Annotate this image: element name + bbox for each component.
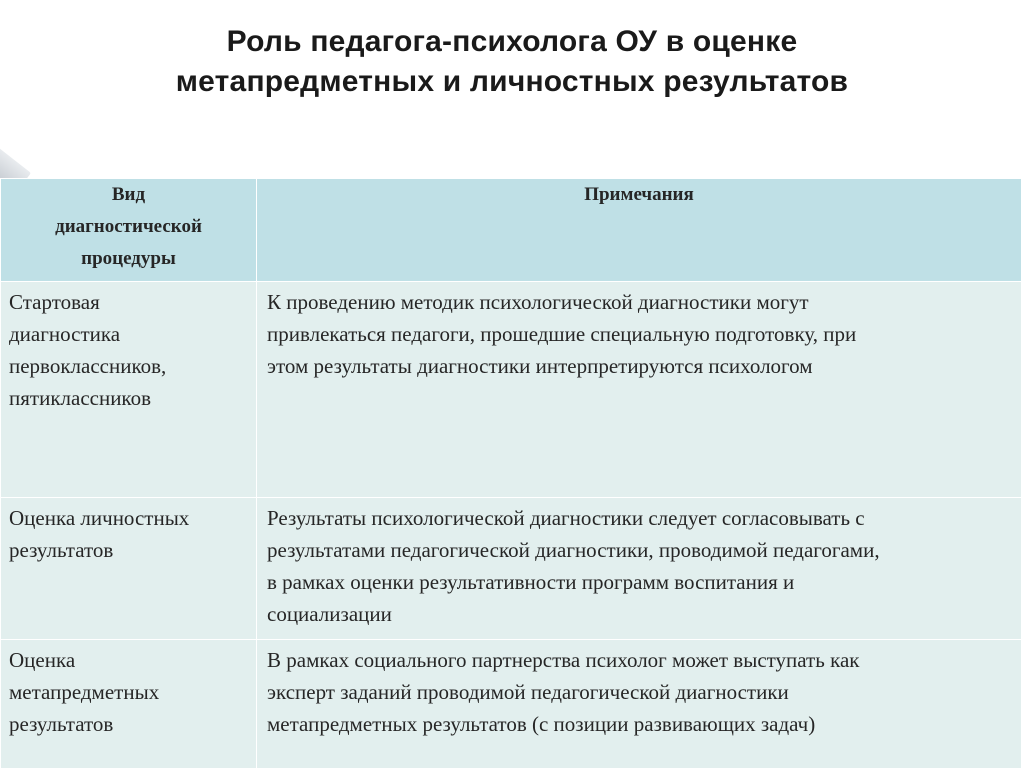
procedure-type-cell — [1, 640, 257, 769]
table-header-row — [1, 179, 1022, 282]
procedure-type-line: Стартовая — [9, 290, 100, 314]
note-cell — [257, 640, 1022, 769]
column-header-procedure-type — [1, 179, 257, 282]
note-line: привлекаться педагоги, прошедшие специальную подготовку, при — [267, 322, 857, 346]
procedure-type-line: первоклассников, — [9, 354, 167, 378]
slide-title-line-1: Роль педагога-психолога ОУ в оценке — [226, 25, 798, 58]
table-row — [1, 640, 1022, 769]
column-header-procedure-type-line: Вид — [111, 184, 146, 205]
procedure-type-cell — [1, 282, 257, 498]
procedure-type-line: результатов — [9, 712, 114, 736]
note-line: К проведению методик психологической диагностики могут — [267, 290, 809, 314]
note-line: результатами педагогической диагностики, проводимой педагогами, — [267, 538, 880, 562]
note-line: метапредметных результатов (с позиции развивающих задач) — [267, 712, 816, 736]
procedure-type-cell — [1, 498, 257, 640]
table-row — [1, 282, 1022, 498]
diagnostics-table — [0, 178, 1022, 769]
note-line: эксперт заданий проводимой педагогической диагностики — [267, 680, 789, 704]
procedure-type-line: Оценка — [9, 648, 76, 672]
note-line: этом результаты диагностики интерпретируются психологом — [267, 354, 813, 378]
table-row — [1, 498, 1022, 640]
procedure-type-line: Оценка личностных — [9, 506, 190, 530]
slide-title — [0, 22, 1024, 102]
note-line: социализации — [267, 602, 392, 626]
note-line: в рамках оценки результативности программ воспитания и — [267, 570, 795, 594]
note-cell — [257, 498, 1022, 640]
column-header-procedure-type-line: диагностической — [55, 216, 202, 237]
slide-title-line-2: метапредметных и личностных результатов — [175, 65, 849, 98]
column-header-procedure-type-line: процедуры — [81, 248, 176, 269]
note-cell — [257, 282, 1022, 498]
procedure-type-line: результатов — [9, 538, 114, 562]
column-header-notes-label: Примечания — [584, 184, 694, 205]
procedure-type-line: пятиклассников — [9, 386, 151, 410]
note-line: В рамках социального партнерства психолог может выступать как — [267, 648, 860, 672]
note-line: Результаты психологической диагностики следует согласовывать с — [267, 506, 865, 530]
column-header-notes — [257, 179, 1022, 282]
procedure-type-line: метапредметных — [9, 680, 160, 704]
procedure-type-line: диагностика — [9, 322, 121, 346]
